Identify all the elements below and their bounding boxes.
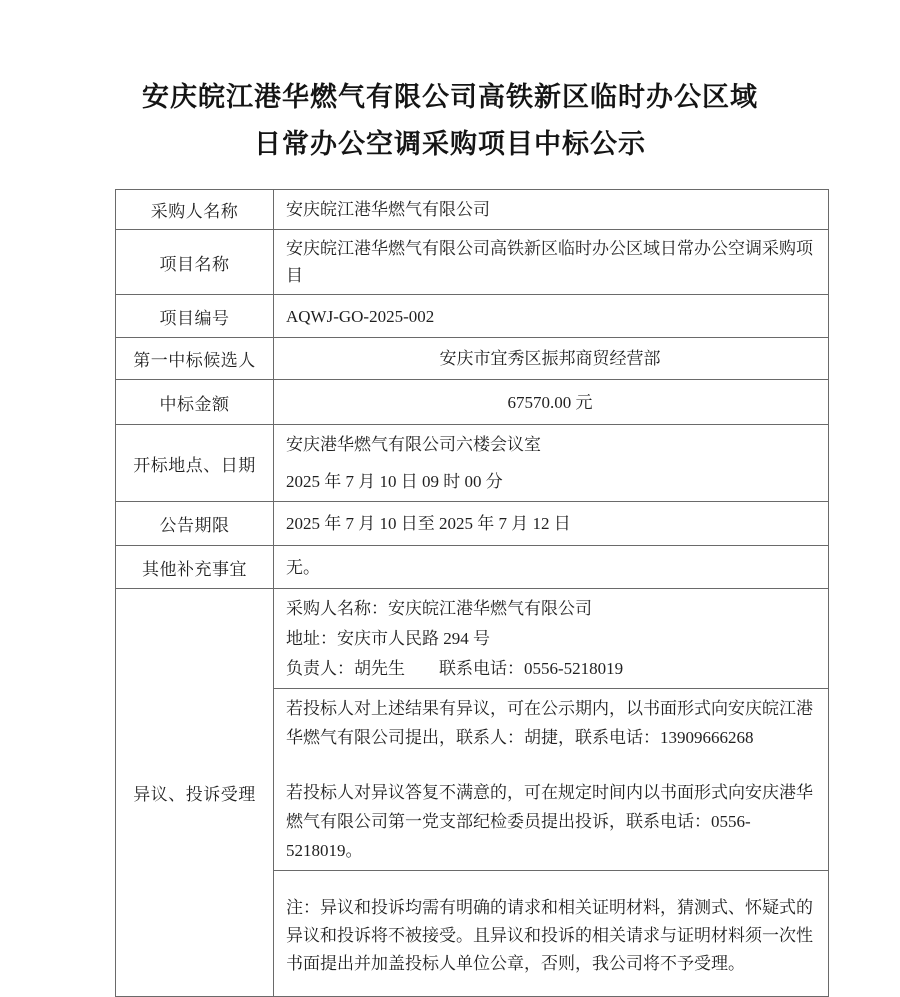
objection-procedure-cell	[274, 689, 829, 871]
other-matters-label: 其他补充事宜	[116, 546, 274, 589]
opening-place-date-value	[274, 425, 829, 502]
page-title	[0, 0, 900, 168]
page-title-line-2: 日常办公空调采购项目中标公示	[254, 129, 646, 159]
opening-place-date-label: 开标地点、日期	[116, 425, 274, 502]
first-candidate-label: 第一中标候选人	[116, 338, 274, 380]
opening-place-line: 安庆港华燃气有限公司六楼会议室	[286, 435, 541, 454]
table-row-purchaser	[116, 190, 829, 230]
bid-amount-value: 67570.00 元	[274, 380, 829, 425]
table-row-other-matters	[116, 546, 829, 589]
table-row-objection-contact	[116, 589, 829, 689]
objection-purchaser-line: 采购人名称：安庆皖江港华燃气有限公司	[286, 599, 592, 618]
objection-note-cell: 注：异议和投诉均需有明确的请求和相关证明材料，猜测式、怀疑式的异议和投诉将不被接受。且异议和投诉的相关请求与证明材料须一次性书面提出并加盖投标人单位公章，否则，我公司将不予受理。	[274, 871, 829, 997]
announcement-period-label: 公告期限	[116, 502, 274, 546]
table-row-opening-place-date	[116, 425, 829, 502]
other-matters-value: 无。	[274, 546, 829, 589]
project-number-value: AQWJ-GO-2025-002	[274, 295, 829, 338]
purchaser-value: 安庆皖江港华燃气有限公司	[274, 190, 829, 230]
table-row-announcement-period	[116, 502, 829, 546]
objection-procedure-paragraph-2: 若投标人对异议答复不满意的，可在规定时间内以书面形式向安庆港华燃气有限公司第一党支部纪检委员提出投诉，联系电话：0556-5218019。	[286, 783, 813, 860]
objection-handling-label: 异议、投诉受理	[116, 589, 274, 997]
objection-contact-cell	[274, 589, 829, 689]
objection-procedure-paragraph-1: 若投标人对上述结果有异议，可在公示期内，以书面形式向安庆皖江港华燃气有限公司提出，联系人：胡捷，联系电话：13909666268	[286, 699, 813, 747]
bid-amount-label: 中标金额	[116, 380, 274, 425]
first-candidate-value: 安庆市宜秀区振邦商贸经营部	[274, 338, 829, 380]
project-name-value: 安庆皖江港华燃气有限公司高铁新区临时办公区域日常办公空调采购项目	[274, 230, 829, 295]
objection-person-phone-line: 负责人：胡先生 联系电话：0556-5218019	[286, 659, 624, 678]
purchaser-label: 采购人名称	[116, 190, 274, 230]
announcement-period-value: 2025 年 7 月 10 日至 2025 年 7 月 12 日	[274, 502, 829, 546]
opening-date-line: 2025 年 7 月 10 日 09 时 00 分	[286, 472, 503, 491]
table-row-bid-amount	[116, 380, 829, 425]
project-name-label: 项目名称	[116, 230, 274, 295]
table-row-project-number	[116, 295, 829, 338]
announcement-table	[115, 189, 829, 997]
table-row-first-candidate	[116, 338, 829, 380]
objection-address-line: 地址：安庆市人民路 294 号	[286, 629, 490, 648]
page-title-line-1: 安庆皖江港华燃气有限公司高铁新区临时办公区域	[142, 82, 758, 112]
table-row-project-name	[116, 230, 829, 295]
project-number-label: 项目编号	[116, 295, 274, 338]
